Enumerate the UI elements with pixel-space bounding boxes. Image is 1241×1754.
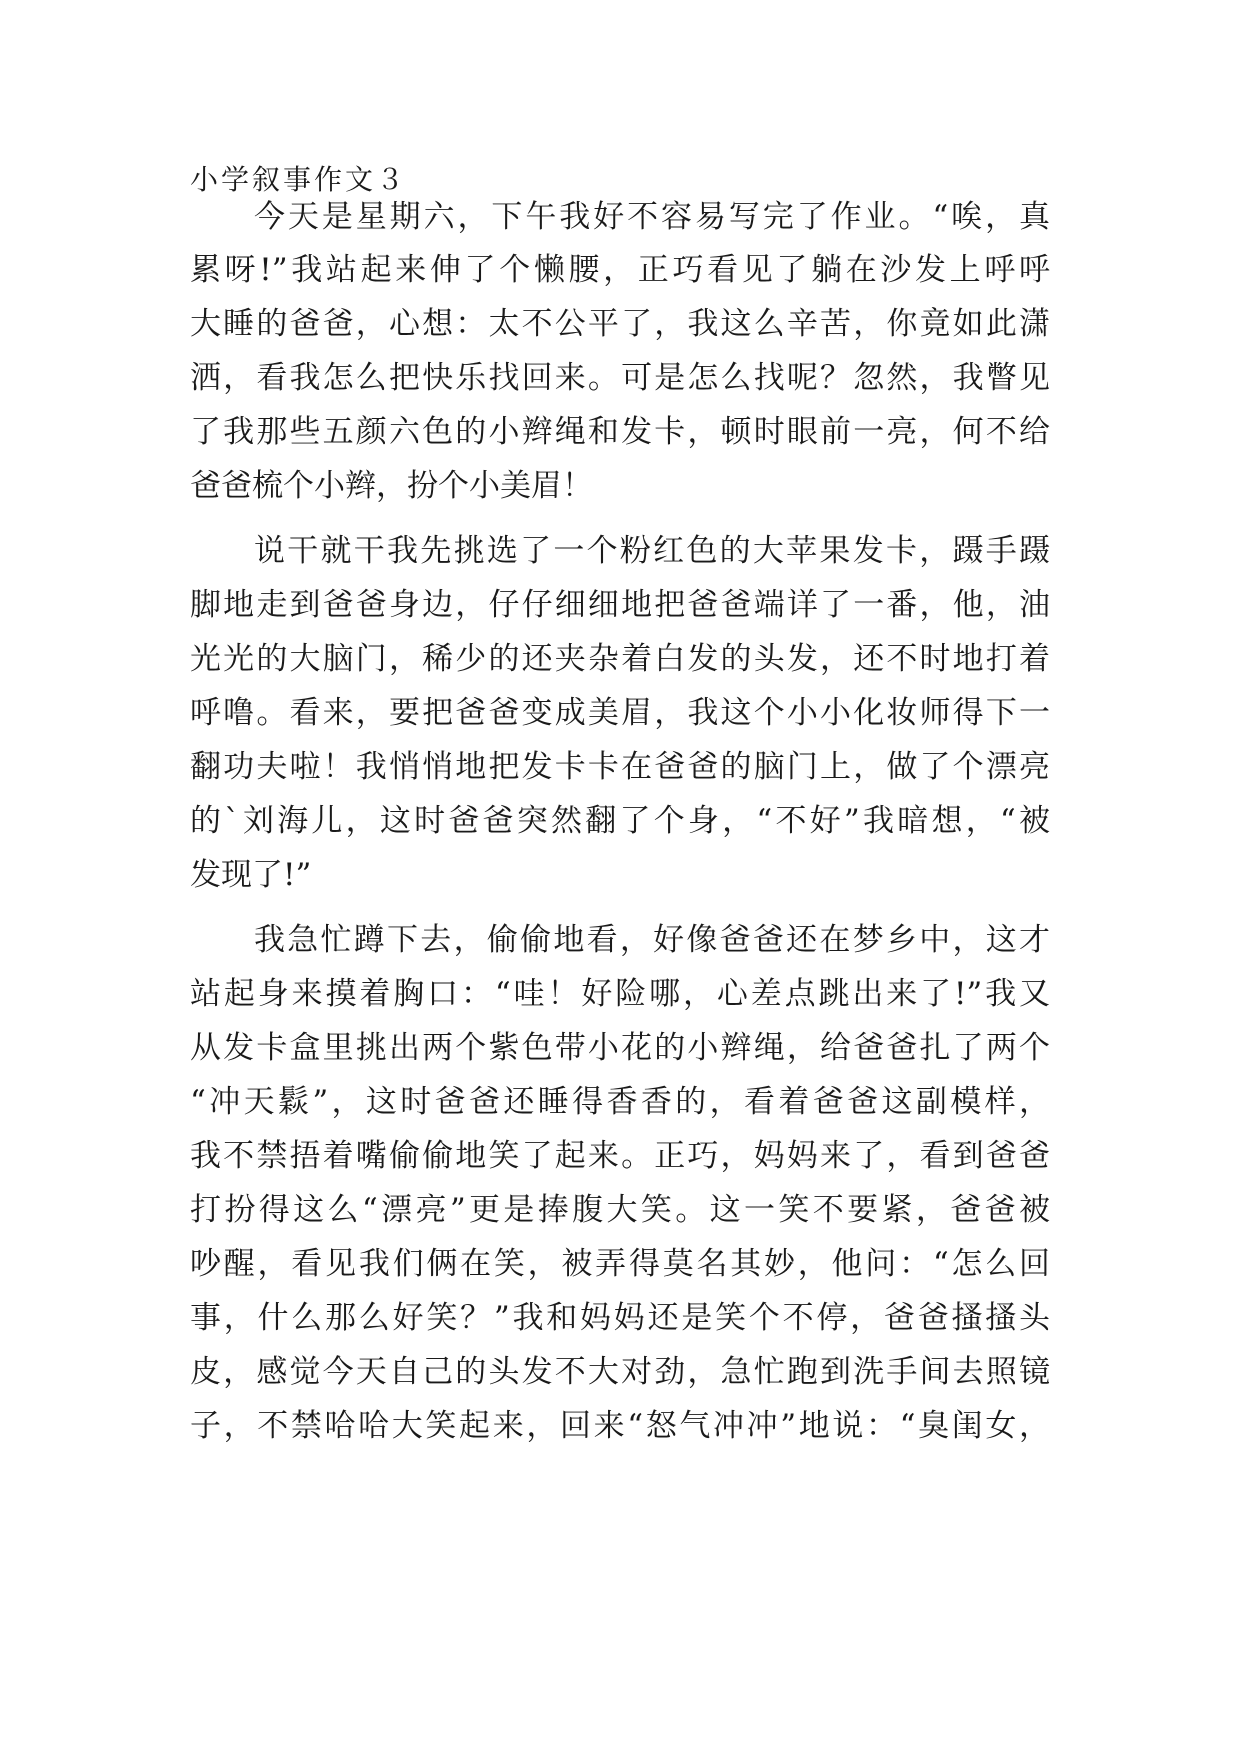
text-line: 大睡的爸爸，心想：太不公平了，我这么辛苦，你竟如此潇 bbox=[190, 306, 1050, 342]
text-line: “冲天鬏”，这时爸爸还睡得香香的，看着爸爸这副模样， bbox=[190, 1084, 1050, 1120]
text-line: 吵醒，看见我们俩在笑，被弄得莫名其妙，他问：“怎么回 bbox=[190, 1246, 1050, 1282]
text-line: 的`刘海儿，这时爸爸突然翻了个身，“不好”我暗想，“被 bbox=[190, 803, 1050, 839]
text-line: 洒，看我怎么把快乐找回来。可是怎么找呢？忽然，我瞥见 bbox=[190, 360, 1050, 396]
text-line: 光光的大脑门，稀少的还夹杂着白发的头发，还不时地打着 bbox=[190, 641, 1050, 677]
text-line: 发现了!” bbox=[190, 857, 312, 893]
text-line: 我急忙蹲下去，偷偷地看，好像爸爸还在梦乡中，这才 bbox=[254, 922, 1050, 958]
text-line: 呼噜。看来，要把爸爸变成美眉，我这个小小化妆师得下一 bbox=[190, 695, 1050, 731]
text-line: 子，不禁哈哈大笑起来，回来“怒气冲冲”地说：“臭闺女， bbox=[190, 1408, 1050, 1444]
text-line: 脚地走到爸爸身边，仔仔细细地把爸爸端详了一番，他，油 bbox=[190, 587, 1050, 623]
text-line: 翻功夫啦！我悄悄地把发卡卡在爸爸的脑门上，做了个漂亮 bbox=[190, 749, 1050, 785]
text-line: 累呀!”我站起来伸了个懒腰，正巧看见了躺在沙发上呼呼 bbox=[190, 252, 1050, 288]
text-line: 说干就干我先挑选了一个粉红色的大苹果发卡，蹑手蹑 bbox=[254, 533, 1050, 569]
text-line: 皮，感觉今天自己的头发不大对劲，急忙跑到洗手间去照镜 bbox=[190, 1354, 1050, 1390]
text-line: 了我那些五颜六色的小辫绳和发卡，顿时眼前一亮，何不给 bbox=[190, 414, 1050, 450]
text-line: 我不禁捂着嘴偷偷地笑了起来。正巧，妈妈来了，看到爸爸 bbox=[190, 1138, 1050, 1174]
text-line: 站起身来摸着胸口：“哇！好险哪，心差点跳出来了!”我又 bbox=[190, 976, 1050, 1012]
text-line: 爸爸梳个小辫，扮个小美眉！ bbox=[190, 468, 593, 504]
text-line: 事，什么那么好笑？”我和妈妈还是笑个不停，爸爸搔搔头 bbox=[190, 1300, 1050, 1336]
text-line: 从发卡盒里挑出两个紫色带小花的小辫绳，给爸爸扎了两个 bbox=[190, 1030, 1050, 1066]
document-title: 小学叙事作文３ bbox=[190, 163, 408, 196]
text-line: 打扮得这么“漂亮”更是捧腹大笑。这一笑不要紧，爸爸被 bbox=[190, 1192, 1050, 1228]
text-line: 今天是星期六，下午我好不容易写完了作业。“唉，真 bbox=[254, 199, 1050, 235]
